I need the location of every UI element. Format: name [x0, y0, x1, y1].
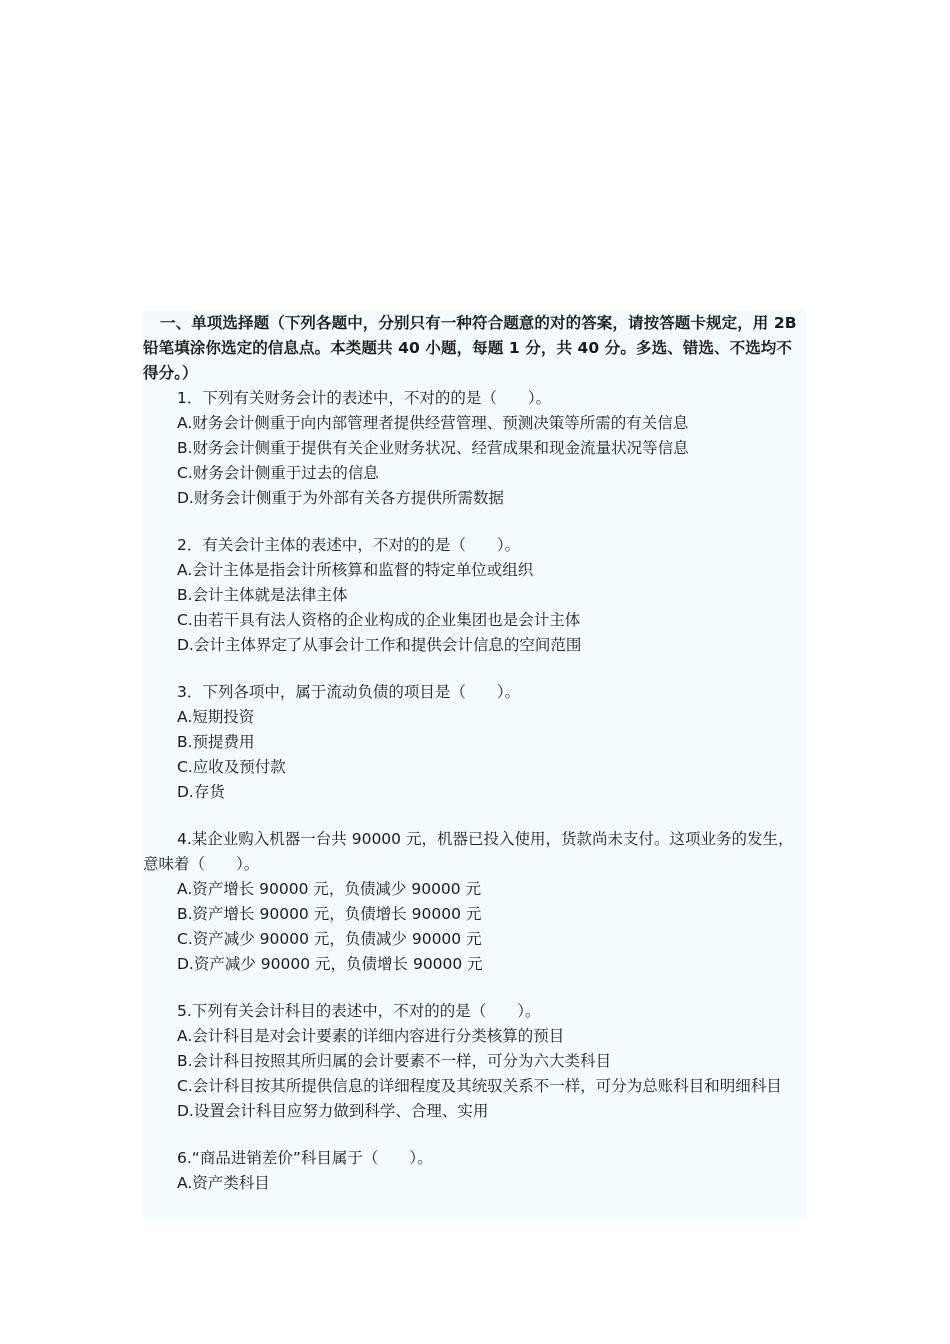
question-6	[143, 1146, 806, 1196]
option-d: D.资产减少 90000 元，负债增长 90000 元	[177, 955, 483, 973]
option-d: D.设置会计科目应努力做到科学、合理、实用	[177, 1102, 489, 1120]
spacer	[143, 805, 806, 827]
question-stem: 6.“商品进销差价”科目属于（ ）。	[177, 1149, 433, 1167]
option-a: A.资产类科目	[177, 1174, 270, 1192]
option-b: B.会计主体就是法律主体	[177, 586, 348, 604]
question-3	[143, 680, 806, 805]
document-body	[143, 310, 806, 1218]
question-2	[143, 533, 806, 658]
option-c: C.资产减少 90000 元，负债减少 90000 元	[177, 930, 482, 948]
option-a: A.会计科目是对会计要素的详细内容进行分类核算的预目	[177, 1027, 565, 1045]
question-stem: 4.某企业购入机器一台共 90000 元，机器已投入使用，货款尚未支付。这项业务的发生，意味着（ ）。	[143, 830, 794, 873]
question-stem: 2．有关会计主体的表述中，不对的的是（ ）。	[177, 536, 521, 554]
question-5	[143, 999, 806, 1124]
option-b: B.资产增长 90000 元，负债增长 90000 元	[177, 905, 482, 923]
option-b: B.会计科目按照其所归属的会计要素不一样，可分为六大类科目	[177, 1052, 612, 1070]
option-a: A.短期投资	[177, 708, 255, 726]
option-d: D.存货	[177, 783, 225, 801]
option-b: B.财务会计侧重于提供有关企业财务状况、经营成果和现金流量状况等信息	[177, 439, 689, 457]
question-stem: 1．下列有关财务会计的表述中，不对的的是（ ）。	[177, 389, 552, 407]
option-a: A.会计主体是指会计所核算和监督的特定单位或组织	[177, 561, 534, 579]
spacer	[143, 977, 806, 999]
question-1	[143, 386, 806, 511]
spacer	[143, 658, 806, 680]
spacer	[143, 1124, 806, 1146]
option-c: C.财务会计侧重于过去的信息	[177, 464, 379, 482]
question-stem: 3．下列各项中，属于流动负债的项目是（ ）。	[177, 683, 521, 701]
question-stem: 5.下列有关会计科目的表述中，不对的的是（ ）。	[177, 1002, 541, 1020]
option-a: A.资产增长 90000 元，负债减少 90000 元	[177, 880, 482, 898]
option-c: C.由若干具有法人资格的企业构成的企业集团也是会计主体	[177, 611, 581, 629]
question-4	[143, 827, 806, 977]
option-a: A.财务会计侧重于向内部管理者提供经营管理、预测决策等所需的有关信息	[177, 414, 689, 432]
option-d: D.会计主体界定了从事会计工作和提供会计信息的空间范围	[177, 636, 582, 654]
option-c: C.会计科目按其所提供信息的详细程度及其统驭关系不一样，可分为总账科目和明细科目	[177, 1077, 782, 1095]
option-d: D.财务会计侧重于为外部有关各方提供所需数据	[177, 489, 504, 507]
option-c: C.应收及预付款	[177, 758, 286, 776]
spacer	[143, 511, 806, 533]
option-b: B.预提费用	[177, 733, 255, 751]
section-heading: 一、单项选择题（下列各题中，分别只有一种符合题意的对的答案，请按答题卡规定，用 2B 铅笔填涂你选定的信息点。本类题共 40 小题，每题 1 分，共 40 分。多选、错选、不选均不得分。）	[143, 314, 797, 382]
